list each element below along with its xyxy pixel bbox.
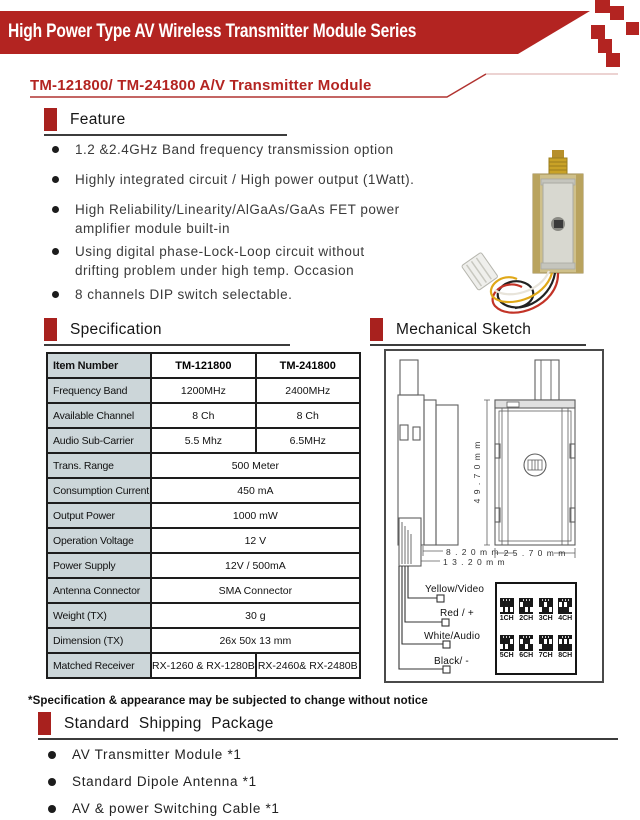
dip-channel-label: 4CH — [558, 614, 573, 622]
table-row — [47, 603, 360, 628]
dim-height: 4 9 . 7 0 m m — [472, 440, 482, 504]
row-value: SMA Connector — [151, 578, 360, 603]
bullet-icon — [52, 176, 59, 183]
row-label: Audio Sub-Carrier — [47, 428, 151, 453]
dip-channel — [558, 635, 572, 659]
row-value: RX-2460& RX-2480B — [256, 653, 360, 678]
bullet-icon — [52, 146, 59, 153]
dip-switch-icon — [539, 635, 553, 651]
row-value: 5.5 Mhz — [151, 428, 256, 453]
row-value: RX-1260 & RX-1280B — [151, 653, 256, 678]
shipping-item — [48, 746, 568, 764]
footnote: *Specification & appearance may be subjected to change without notice — [28, 695, 428, 707]
feature-item — [52, 242, 532, 280]
bullet-icon — [48, 751, 56, 759]
dip-channel-label: 2CH — [519, 614, 534, 622]
bullet-icon — [52, 291, 59, 298]
bullet-icon — [48, 805, 56, 813]
row-value: 1000 mW — [151, 503, 360, 528]
feature-heading — [44, 108, 287, 136]
row-label: Frequency Band — [47, 378, 151, 403]
dip-channel — [519, 598, 533, 622]
row-value: 1200MHz — [151, 378, 256, 403]
bullet-icon — [48, 778, 56, 786]
specification-heading — [44, 318, 290, 346]
dip-channel — [519, 635, 533, 659]
row-value: 6.5MHz — [256, 428, 360, 453]
table-header-cell: TM-121800 — [151, 353, 256, 378]
dim-side-depth: 1 3 . 2 0 m m — [443, 557, 506, 567]
table-row — [47, 653, 360, 678]
wire-label-video: Yellow/Video — [425, 584, 485, 595]
shipping-item-text: AV & power Switching Cable *1 — [72, 801, 280, 816]
bullet-icon — [52, 248, 59, 255]
row-value: 500 Meter — [151, 453, 360, 478]
dip-channel-label: 1CH — [499, 614, 514, 622]
feature-item — [52, 140, 532, 159]
row-label: Operation Voltage — [47, 528, 151, 553]
section-marker-icon — [44, 108, 57, 131]
dip-channel-label: 8CH — [558, 652, 573, 660]
row-label: Weight (TX) — [47, 603, 151, 628]
row-value: 26x 50x 13 mm — [151, 628, 360, 653]
dip-channel — [539, 635, 553, 659]
feature-item-text: High Reliability/Linearity/AlGaAs/GaAs FET power amplifier module built-in — [75, 202, 400, 236]
wire-label-audio: White/Audio — [424, 631, 481, 642]
specification-heading-label: Specification — [70, 321, 162, 338]
row-label: Output Power — [47, 503, 151, 528]
feature-item-text: 8 channels DIP switch selectable. — [75, 287, 293, 302]
dip-channel — [500, 598, 514, 622]
row-label: Dimension (TX) — [47, 628, 151, 653]
table-row — [47, 578, 360, 603]
wire-label-ground: Black/ - — [434, 656, 469, 667]
banner-title: High Power Type AV Wireless Transmitter Module Series — [8, 21, 417, 42]
dip-switch-icon — [519, 635, 533, 651]
feature-item — [52, 200, 532, 238]
table-header-cell: Item Number — [47, 353, 151, 378]
feature-list — [52, 140, 532, 315]
dip-switch-icon — [558, 598, 572, 614]
row-value: 8 Ch — [256, 403, 360, 428]
dip-switch-legend — [495, 582, 577, 675]
table-row — [47, 503, 360, 528]
dip-switch-icon — [558, 635, 572, 651]
dip-channel-label: 3CH — [538, 614, 553, 622]
emblem-icon — [524, 454, 546, 476]
dip-channel-label: 7CH — [538, 652, 553, 660]
section-marker-icon — [38, 712, 51, 735]
table-row — [47, 528, 360, 553]
row-label: Matched Receiver — [47, 653, 151, 678]
row-value: 450 mA — [151, 478, 360, 503]
row-value: 8 Ch — [151, 403, 256, 428]
row-value: 30 g — [151, 603, 360, 628]
pixel-squares-decoration — [591, 0, 639, 67]
dip-channel-label: 6CH — [519, 652, 534, 660]
table-row — [47, 378, 360, 403]
shipping-item — [48, 773, 568, 791]
dim-side-width: 8 . 2 0 m m — [446, 547, 500, 557]
table-row — [47, 403, 360, 428]
table-header-cell: TM-241800 — [256, 353, 360, 378]
row-label: Antenna Connector — [47, 578, 151, 603]
dip-channel — [539, 598, 553, 622]
dip-switch-icon — [539, 598, 553, 614]
feature-item-text: 1.2 &2.4GHz Band frequency transmission option — [75, 142, 394, 157]
page-title: TM-121800/ TM-241800 A/V Transmitter Module — [30, 77, 372, 94]
dip-switch-icon — [500, 635, 514, 651]
shipping-heading — [38, 712, 618, 740]
dip-channel-label: 5CH — [499, 652, 514, 660]
dip-channel — [558, 598, 572, 622]
wire-label-power-plus: Red / + — [440, 608, 474, 619]
row-value: 2400MHz — [256, 378, 360, 403]
mechanical-heading-label: Mechanical Sketch — [396, 321, 532, 338]
row-label: Power Supply — [47, 553, 151, 578]
table-row — [47, 628, 360, 653]
section-marker-icon — [44, 318, 57, 341]
dim-front-width: 2 5 . 7 0 m m — [503, 548, 567, 558]
feature-item-text: Using digital phase-Lock-Loop circuit without drifting problem under high temp. Occasion — [75, 244, 365, 278]
mechanical-heading — [370, 318, 586, 346]
shipping-item-text: Standard Dipole Antenna *1 — [72, 774, 257, 789]
specification-table — [46, 352, 361, 679]
table-row — [47, 478, 360, 503]
table-row — [47, 553, 360, 578]
feature-item — [52, 170, 532, 189]
dip-channel — [500, 635, 514, 659]
bullet-icon — [52, 206, 59, 213]
feature-item-text: Highly integrated circuit / High power output (1Watt). — [75, 172, 415, 187]
shipping-item — [48, 800, 568, 818]
row-label: Available Channel — [47, 403, 151, 428]
table-row — [47, 428, 360, 453]
table-row — [47, 453, 360, 478]
feature-heading-label: Feature — [70, 111, 126, 128]
dip-switch-icon — [519, 598, 533, 614]
dip-switch-icon — [500, 598, 514, 614]
shipping-item-text: AV Transmitter Module *1 — [72, 747, 242, 762]
section-marker-icon — [370, 318, 383, 341]
shipping-heading-label: Standard Shipping Package — [64, 715, 274, 732]
row-value: 12 V — [151, 528, 360, 553]
shipping-list — [48, 746, 568, 820]
row-value: 12V / 500mA — [151, 553, 360, 578]
table-header-row — [47, 353, 360, 378]
row-label: Consumption Current — [47, 478, 151, 503]
feature-item — [52, 285, 532, 304]
row-label: Trans. Range — [47, 453, 151, 478]
